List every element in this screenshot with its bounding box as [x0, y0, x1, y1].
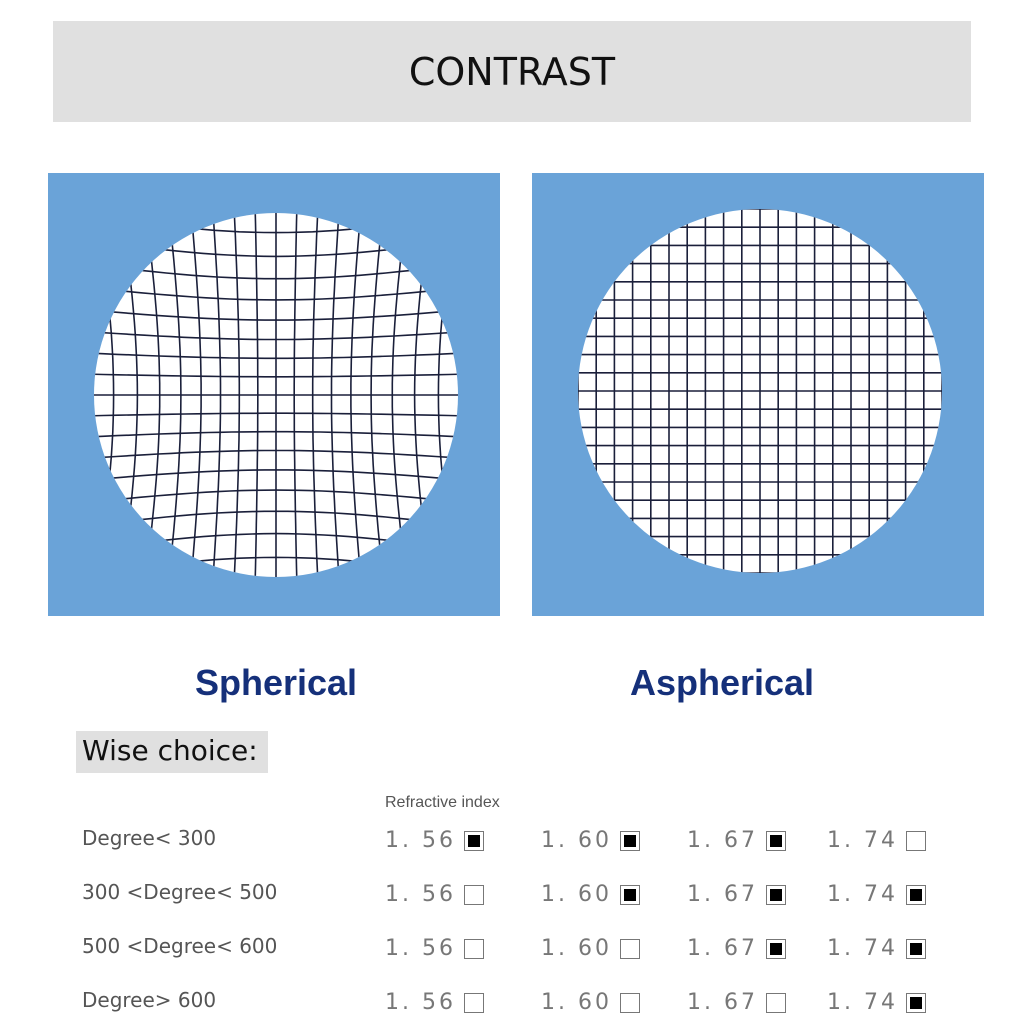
grid-line-horizontal [48, 583, 500, 616]
unchecked-box-icon [906, 831, 926, 851]
index-option [385, 990, 484, 1015]
checked-box-icon [906, 993, 926, 1013]
index-value: 1. 56 [385, 936, 456, 961]
grid-line-horizontal [48, 610, 500, 616]
unchecked-box-icon [464, 993, 484, 1013]
grid-lines [542, 173, 979, 609]
index-option [827, 990, 926, 1015]
index-option [687, 882, 786, 907]
grid-line-vertical [464, 173, 500, 616]
index-option [385, 882, 484, 907]
index-value: 1. 60 [541, 882, 612, 907]
index-value: 1. 67 [687, 882, 758, 907]
index-value: 1. 67 [687, 828, 758, 853]
index-option [541, 882, 640, 907]
wise-choice-heading-box [76, 731, 268, 773]
unchecked-box-icon [620, 939, 640, 959]
checked-box-icon [766, 939, 786, 959]
index-value: 1. 56 [385, 882, 456, 907]
wise-choice-heading: Wise choice: [82, 734, 258, 767]
index-value: 1. 60 [541, 936, 612, 961]
index-option [541, 936, 640, 961]
checked-box-icon [464, 831, 484, 851]
degree-label: 500 <Degree< 600 [82, 934, 278, 958]
checked-box-icon [620, 831, 640, 851]
unchecked-box-icon [464, 939, 484, 959]
unchecked-box-icon [620, 993, 640, 1013]
index-value: 1. 74 [827, 936, 898, 961]
grid-line-horizontal [48, 173, 500, 180]
index-value: 1. 56 [385, 828, 456, 853]
aspherical-lens-panel [532, 173, 984, 616]
degree-label: 300 <Degree< 500 [82, 880, 278, 904]
grid-line-vertical [491, 173, 500, 616]
index-value: 1. 67 [687, 936, 758, 961]
title-banner [53, 21, 971, 122]
index-option [385, 828, 484, 853]
spherical-grid-diagram [48, 173, 500, 616]
index-option [827, 882, 926, 907]
grid-line-vertical [48, 173, 61, 616]
checked-box-icon [766, 831, 786, 851]
degree-label: Degree> 600 [82, 988, 217, 1012]
checked-box-icon [766, 885, 786, 905]
index-value: 1. 74 [827, 882, 898, 907]
index-option [827, 936, 926, 961]
aspherical-label: Aspherical [629, 662, 815, 703]
index-option [687, 828, 786, 853]
degree-label: Degree< 300 [82, 826, 217, 850]
index-value: 1. 74 [827, 828, 898, 853]
checked-box-icon [620, 885, 640, 905]
aspherical-grid-diagram [532, 173, 984, 616]
refractive-index-header: Refractive index [385, 794, 500, 811]
page-title: CONTRAST [408, 49, 616, 94]
checked-box-icon [906, 885, 926, 905]
unchecked-box-icon [766, 993, 786, 1013]
index-option [687, 936, 786, 961]
grid-line-horizontal [48, 173, 500, 207]
checked-box-icon [906, 939, 926, 959]
index-option [541, 990, 640, 1015]
index-option [827, 828, 926, 853]
index-option [541, 828, 640, 853]
index-value: 1. 74 [827, 990, 898, 1015]
unchecked-box-icon [464, 885, 484, 905]
index-option [385, 936, 484, 961]
grid-line-vertical [48, 173, 88, 616]
index-value: 1. 67 [687, 990, 758, 1015]
index-value: 1. 60 [541, 828, 612, 853]
spherical-lens-panel [48, 173, 500, 616]
index-value: 1. 56 [385, 990, 456, 1015]
index-option [687, 990, 786, 1015]
index-value: 1. 60 [541, 990, 612, 1015]
spherical-label: Spherical [194, 662, 358, 703]
